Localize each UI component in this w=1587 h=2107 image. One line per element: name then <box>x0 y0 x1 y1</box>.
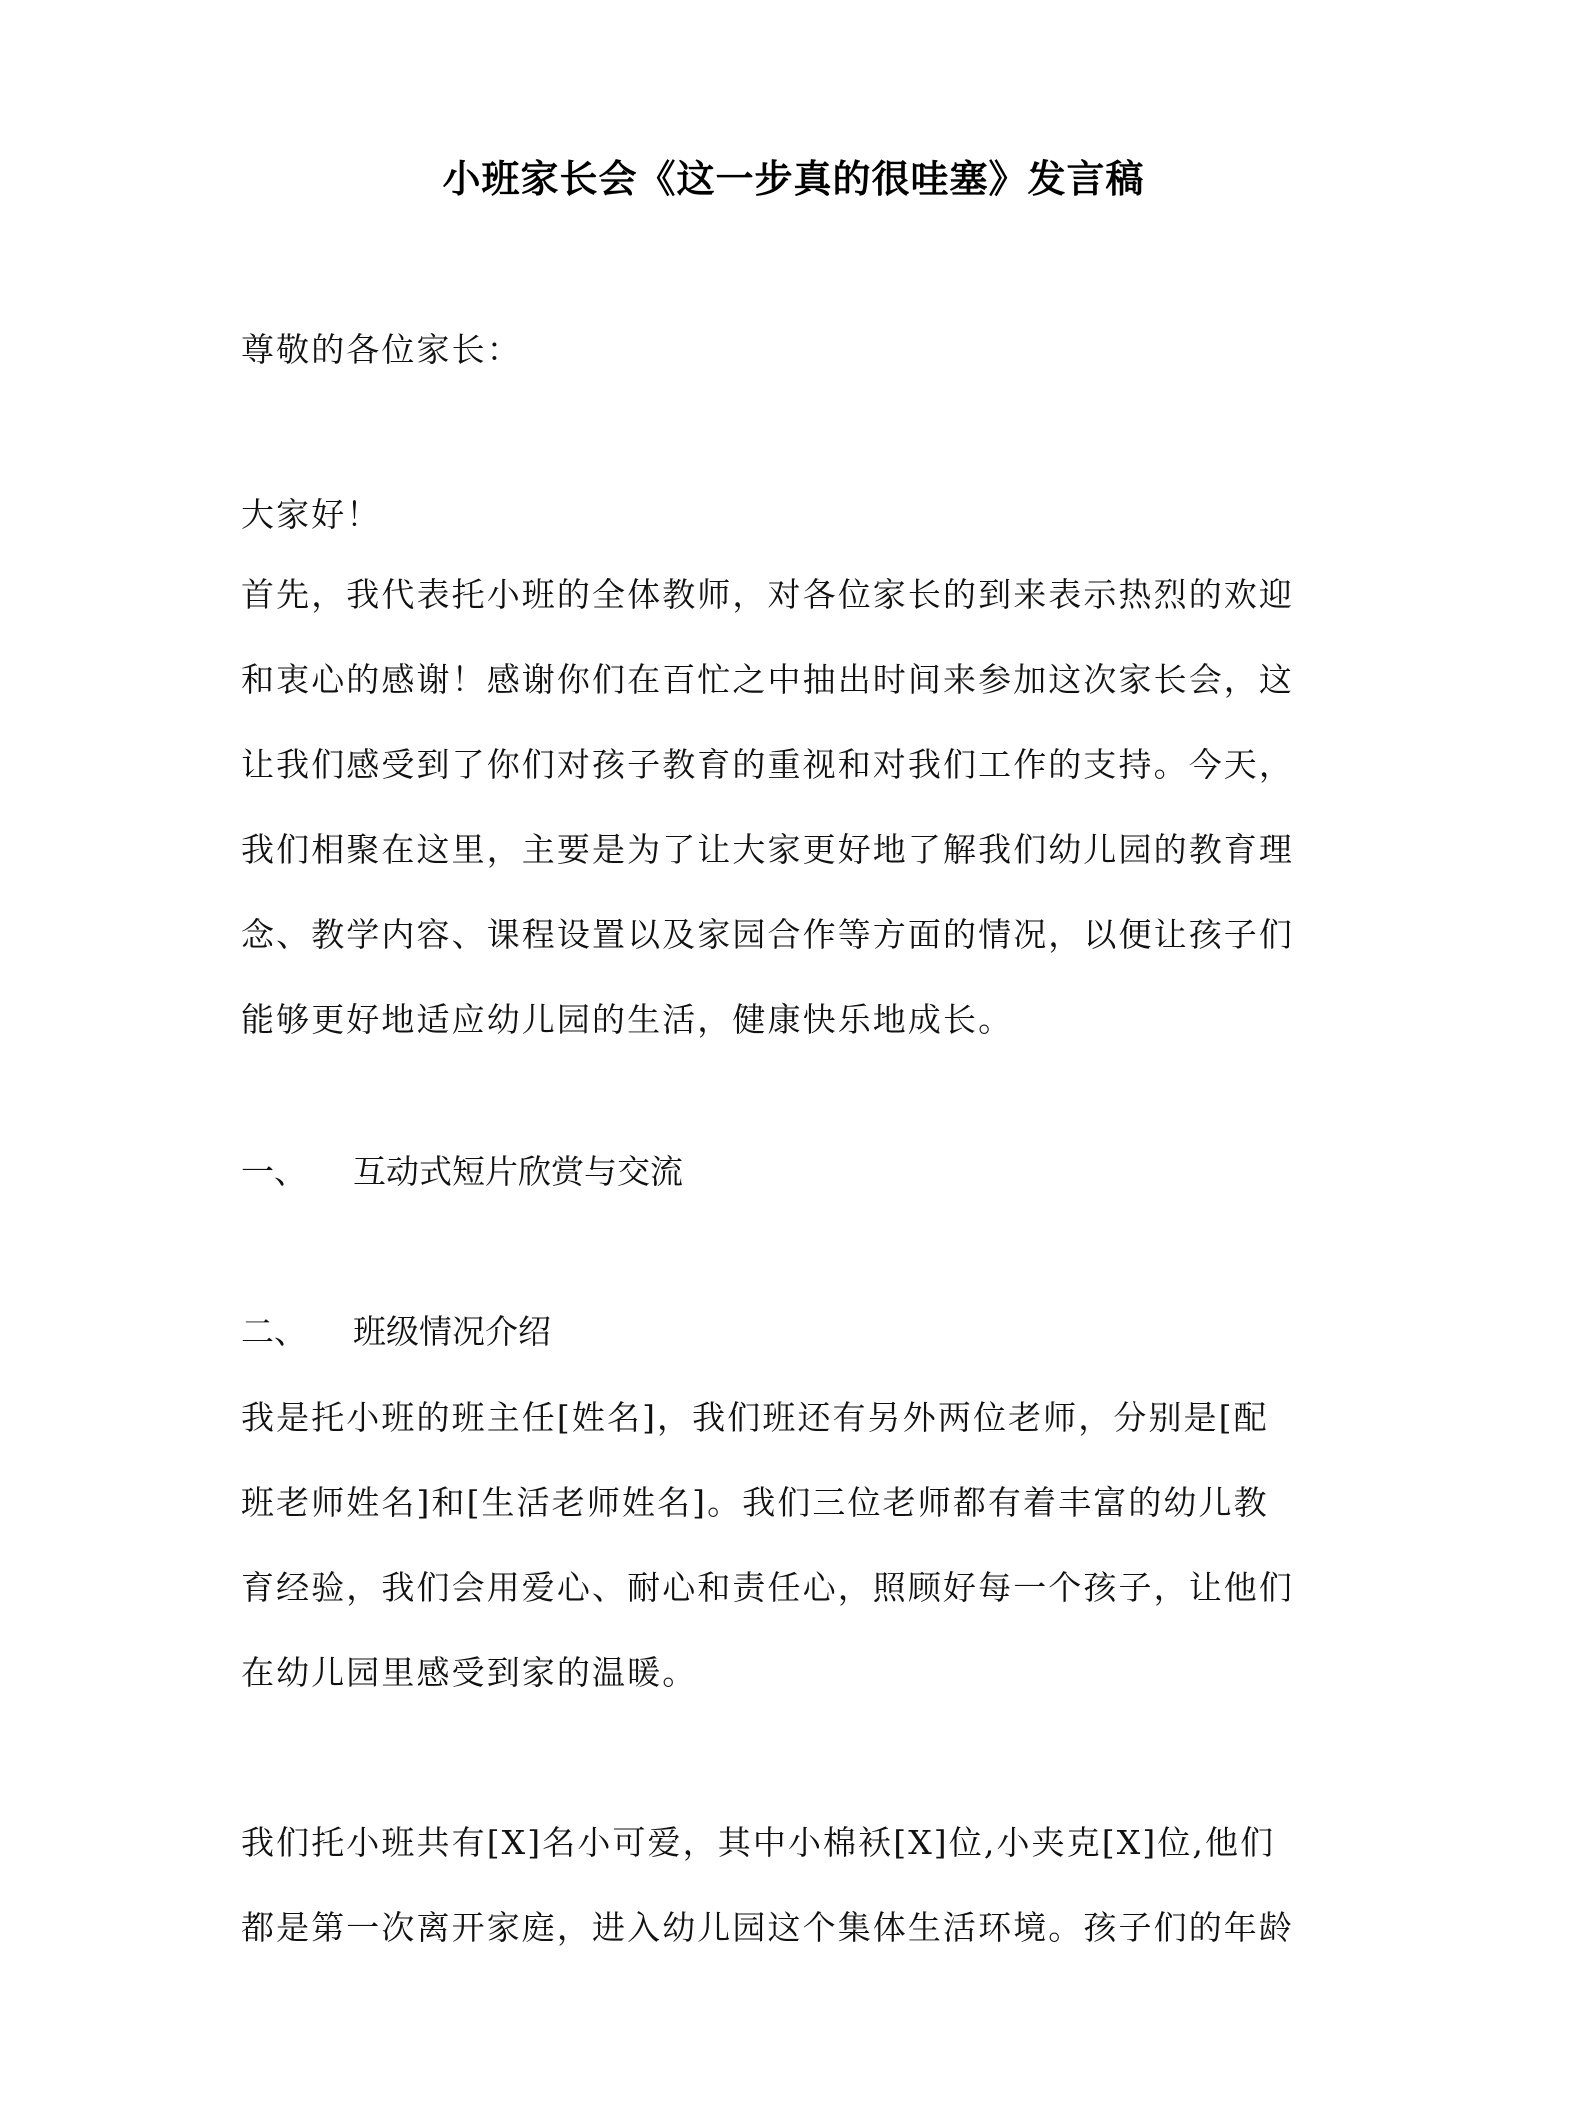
document-title: 小班家长会《这一步真的很哇塞》发言稿 <box>442 157 1145 201</box>
paragraph-line: 我是托小班的班主任[姓名]，我们班还有另外两位老师，分别是[配 <box>241 1398 1269 1437</box>
intro-paragraph <box>241 552 1341 1062</box>
paragraph-line: 我们托小班共有[X]名小可爱，其中小棉袄[X]位,小夹克[X]位,他们 <box>241 1823 1276 1862</box>
greeting: 大家好！ <box>241 495 382 534</box>
paragraph-line: 和衷心的感谢！感谢你们在百忙之中抽出时间来参加这次家长会，这 <box>241 660 1294 699</box>
section-heading-2 <box>241 1310 551 1354</box>
paragraph-line: 都是第一次离开家庭，进入幼儿园这个集体生活环境。孩子们的年龄 <box>241 1908 1294 1947</box>
paragraph-line: 在幼儿园里感受到家的温暖。 <box>241 1653 698 1692</box>
section-heading-1 <box>241 1150 683 1194</box>
class-stats-paragraph <box>241 1800 1341 1970</box>
section-title: 班级情况介绍 <box>353 1312 551 1351</box>
salutation: 尊敬的各位家长： <box>241 330 522 369</box>
section-title: 互动式短片欣赏与交流 <box>353 1152 683 1191</box>
section-number: 二、 <box>241 1312 307 1351</box>
paragraph-line: 念、教学内容、课程设置以及家园合作等方面的情况，以便让孩子们 <box>241 915 1294 954</box>
paragraph-line: 班老师姓名]和[生活老师姓名]。我们三位老师都有着丰富的幼儿教 <box>241 1483 1269 1522</box>
paragraph-line: 育经验，我们会用爱心、耐心和责任心，照顾好每一个孩子，让他们 <box>241 1568 1294 1607</box>
paragraph-line: 能够更好地适应幼儿园的生活，健康快乐地成长。 <box>241 1000 1014 1039</box>
section-number: 一、 <box>241 1152 307 1191</box>
class-intro-paragraph <box>241 1375 1341 1715</box>
paragraph-line: 首先，我代表托小班的全体教师，对各位家长的到来表示热烈的欢迎 <box>241 575 1294 614</box>
paragraph-line: 让我们感受到了你们对孩子教育的重视和对我们工作的支持。今天， <box>241 745 1294 784</box>
paragraph-line: 我们相聚在这里，主要是为了让大家更好地了解我们幼儿园的教育理 <box>241 830 1294 869</box>
